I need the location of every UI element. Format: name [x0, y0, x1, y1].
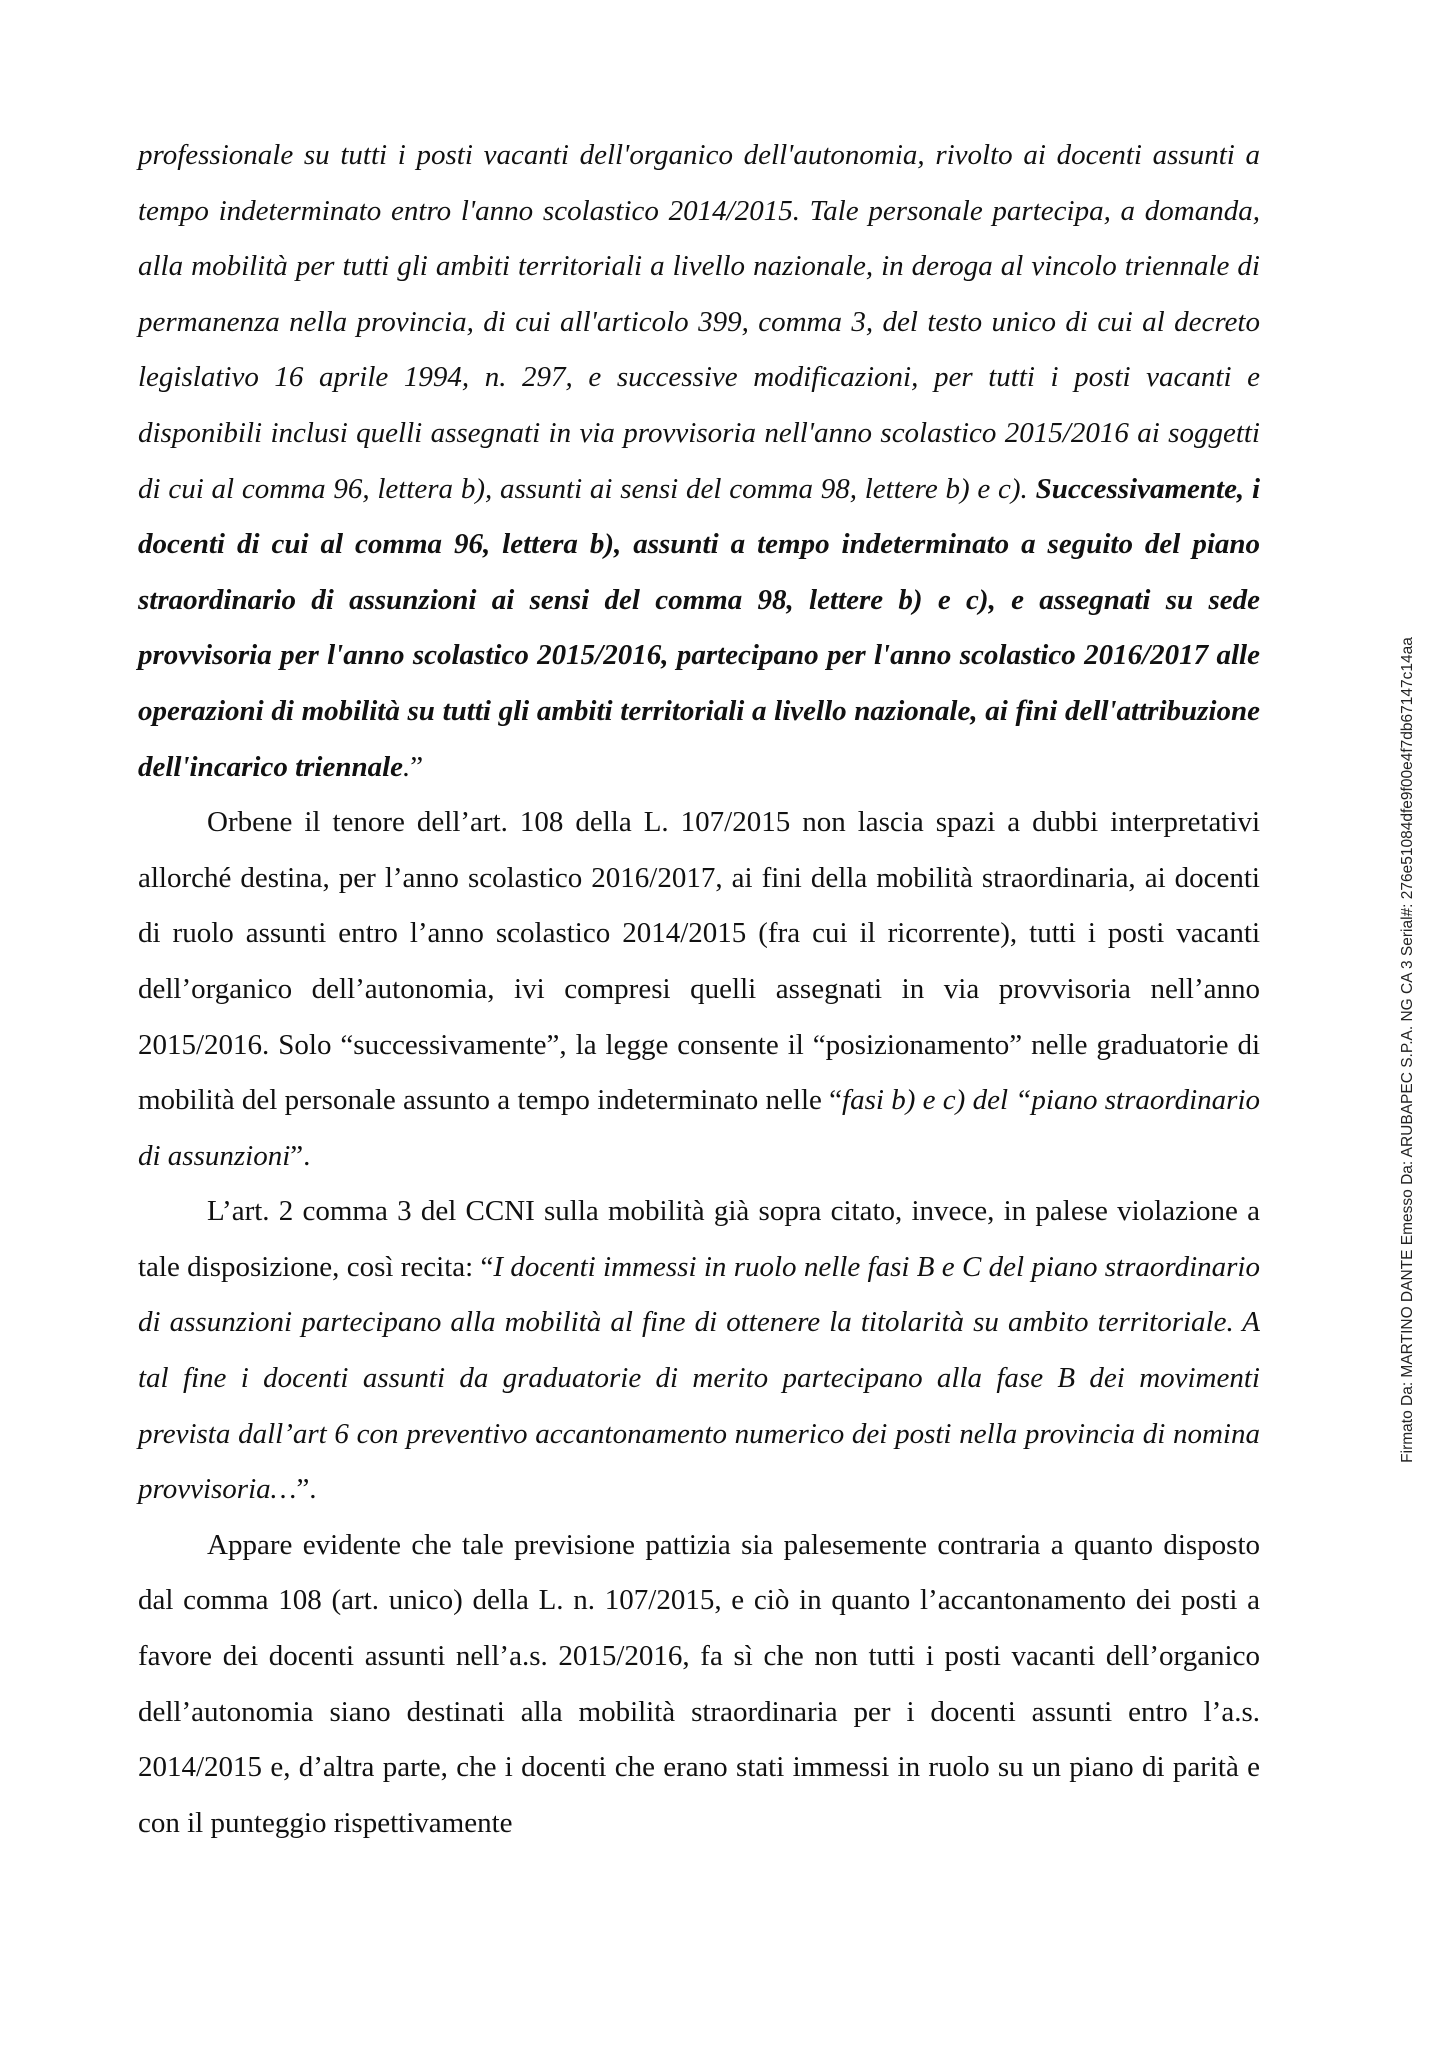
paragraph-4	[138, 1518, 1260, 1852]
text-run: Orbene il tenore dell’art. 108 della L. 107/2015 non lascia spazi a dubbi interpretativi allorché destina, per l’anno scolastico 2016/2017, ai fini della mobilità straordinaria, ai docenti di ruolo assunti entro l’anno scolastico 2014/2015 (fra cui il ricorrente), tutti i posti vacanti dell’organico dell’autonomia, ivi compresi quelli assegnati in via provvisoria nell’anno 2015/2016. Solo “successivamente”, la legge consente il “posizionamento” nelle graduatorie di mobilità del personale assunto a tempo indeterminato nelle “	[138, 806, 1260, 1117]
digital-signature-stamp: Firmato Da: MARTINO DANTE Emesso Da: ARUBAPEC S.P.A. NG CA 3 Serial#: 276e51084dfe9f00e4f7db67147c14aa	[1399, 637, 1416, 1463]
text-run: ”.	[290, 1139, 311, 1172]
text-run-quote: fasi b) e c) del “piano straordinario di assunzioni	[138, 1084, 1260, 1172]
text-run: L’art. 2 comma 3 del CCNI sulla mobilità già sopra citato, invece, in palese violazione a tale disposizione, così recita: “	[138, 1195, 1260, 1283]
text-run: .	[403, 750, 411, 783]
document-body	[138, 128, 1260, 1851]
text-run: Appare evidente che tale previsione pattizia sia palesemente contraria a quanto disposto dal comma 108 (art. unico) della L. n. 107/2015, e ciò in quanto l’accantonamento dei posti a favore dei docenti assunti nell’a.s. 2015/2016, fa sì che non tutti i posti vacanti dell’organico dell’autonomia siano destinati alla mobilità straordinaria per i docenti assunti entro l’a.s. 2014/2015 e, d’altra parte, che i docenti che erano stati immessi in ruolo su un piano di parità e con il punteggio rispettivamente	[138, 1528, 1260, 1839]
paragraph-1	[138, 128, 1260, 795]
paragraph-2	[138, 795, 1260, 1184]
text-run: ”	[410, 750, 424, 783]
text-run: professionale su tutti i posti vacanti dell'organico dell'autonomia, rivolto ai docenti assunti a tempo indeterminato entro l'anno scolastico 2014/2015. Tale personale partecipa, a domanda, alla mobilità per tutti gli ambiti territoriali a livello nazionale, in deroga al vincolo triennale di permanenza nella provincia, di cui all'articolo 399, comma 3, del testo unico di cui al decreto legislativo 16 aprile 1994, n. 297, e successive modificazioni, per tutti i posti vacanti e disponibili inclusi quelli assegnati in via provvisoria nell'anno scolastico 2015/2016 ai soggetti di cui al comma 96, lettera b), assunti ai sensi del comma 98, lettere b) e c).	[138, 139, 1260, 505]
text-run-quote: I docenti immessi in ruolo nelle fasi B e C del piano straordinario di assunzioni partecipano alla mobilità al fine di ottenere la titolarità su ambito territoriale. A tal fine i docenti assunti da graduatorie di merito partecipano alla fase B dei movimenti prevista dall’art 6 con preventivo accantonamento numerico dei posti nella provincia di nomina provvisoria…	[138, 1250, 1260, 1506]
text-run: ”.	[296, 1473, 317, 1506]
text-run-emphasis: Successivamente, i docenti di cui al comma 96, lettera b), assunti a tempo indeterminato a seguito del piano straordinario di assunzioni ai sensi del comma 98, lettere b) e c), e assegnati su sede provvisoria per l'anno scolastico 2015/2016, partecipano per l'anno scolastico 2016/2017 alle operazioni di mobilità su tutti gli ambiti territoriali a livello nazionale, ai fini dell'attribuzione dell'incarico triennale	[138, 472, 1261, 783]
paragraph-3	[138, 1184, 1260, 1518]
